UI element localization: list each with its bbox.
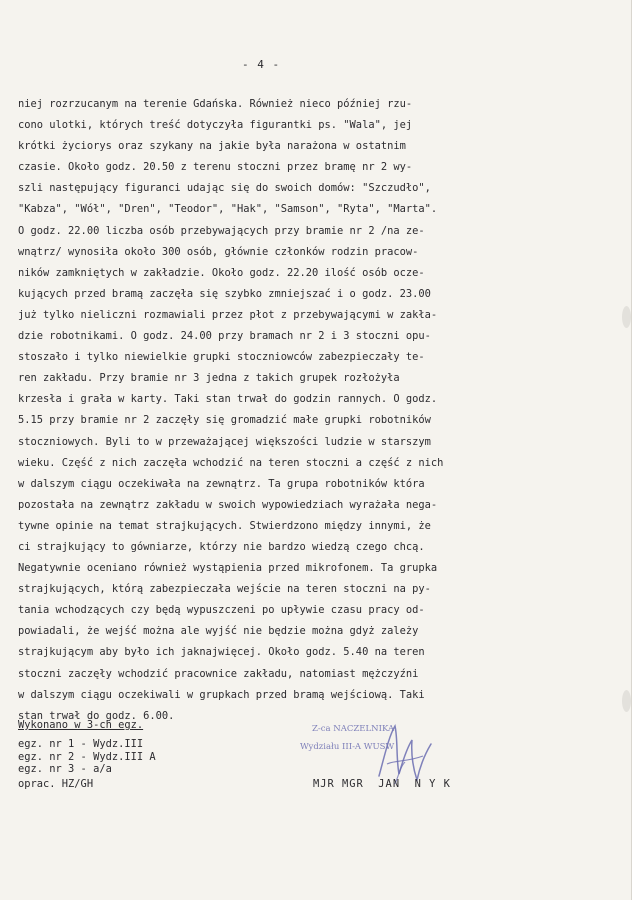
text-line: szli następujący figuranci udając się do swoich domów: "Szczudło",: [18, 182, 431, 195]
text-line: strajkujących, którą zabezpieczała wejście na teren stoczni na py-: [18, 583, 431, 596]
text-line: cono ulotki, których treść dotyczyła figurantki ps. "Wala", jej: [18, 119, 413, 132]
text-line: strajkującym aby było ich jaknajwięcej. Około godz. 5.40 na teren: [18, 646, 425, 659]
text-line: tywne opinie na temat strajkujących. Stwierdzono między innymi, że: [18, 519, 431, 532]
text-line: kujących przed bramą zaczęła się szybko zmniejszać i o godz. 23.00: [18, 287, 431, 300]
text-line: już tylko nieliczni rozmawiali przez płot z przebywającymi w zakła-: [18, 308, 438, 321]
stamp-department: Wydziału III-A WUSW: [300, 742, 395, 752]
text-line: ci strajkujący to gówniarze, którzy nie bardzo wiedzą czego chcą.: [18, 540, 425, 553]
text-line: stoczniowych. Byli to w przeważającej większości ludzie w starszym: [18, 435, 431, 448]
copy-entry: egz. nr 3 - a/a: [18, 763, 112, 775]
page-number: - 4 -: [242, 58, 281, 71]
text-line: pozostała na zewnątrz zakładu w swoich wypowiedziach wyrażała nega-: [18, 498, 438, 511]
report-body: [18, 94, 603, 727]
distribution-block: [18, 716, 156, 776]
text-line: O godz. 22.00 liczba osób przebywających przy bramie nr 2 /na ze-: [18, 224, 425, 237]
text-line: wnątrz/ wynosiła około 300 osób, głównie członków rodzin pracow-: [18, 245, 419, 258]
text-line: wieku. Część z nich zaczęła wchodzić na teren stoczni a część z nich: [18, 456, 444, 469]
distribution-heading: Wykonano w 3-ch egz.: [18, 719, 144, 731]
punch-hole: [622, 690, 631, 712]
text-line: ników zamkniętych w zakładzie. Około godz. 22.20 ilość osób ocze-: [18, 266, 425, 279]
text-line: krzesła i grała w karty. Taki stan trwał do godzin rannych. O godz.: [18, 393, 438, 406]
text-line: dzie robotnikami. O godz. 24.00 przy bramach nr 2 i 3 stoczni opu-: [18, 330, 431, 343]
copy-entry: egz. nr 1 - Wydz.III: [18, 738, 144, 750]
text-line: stan trwał do godz. 6.00.: [18, 709, 175, 722]
text-line: stoszało i tylko niewielkie grupki stoczniowców zabezpieczały te-: [18, 351, 425, 364]
stamp-title: Z-ca NACZELNIKA: [312, 724, 395, 734]
text-line: krótki życiorys oraz szykany na jakie była narażona w ostatnim: [18, 140, 406, 153]
signatory-name: MJR MGR JAN N Y K: [313, 778, 451, 790]
text-line: "Kabza", "Wół", "Dren", "Teodor", "Hak", "Samson", "Ryta", "Marta".: [18, 203, 438, 216]
text-line: Negatywnie oceniano również wystąpienia przed mikrofonem. Ta grupka: [18, 562, 438, 575]
text-line: 5.15 przy bramie nr 2 zaczęły się gromadzić małe grupki robotników: [18, 414, 431, 427]
text-line: czasie. Około godz. 20.50 z terenu stoczni przez bramę nr 2 wy-: [18, 161, 413, 174]
copy-entry: egz. nr 2 - Wydz.III A: [18, 750, 156, 763]
text-line: ren zakładu. Przy bramie nr 3 jedna z takich grupek rozłożyła: [18, 372, 400, 385]
punch-hole: [622, 306, 631, 328]
text-line: tania wchodzących czy będą wypuszczeni po upływie czasu pracy od-: [18, 604, 425, 617]
copy-list: [18, 738, 156, 776]
text-line: stoczni zaczęły wchodzić pracownice zakładu, natomiast mężczyźni: [18, 667, 419, 680]
text-line: niej rozrzucanym na terenie Gdańska. Również nieco później rzu-: [18, 98, 413, 110]
text-line: powiadali, że wejść można ale wyjść nie będzie można gdyż zależy: [18, 625, 419, 638]
text-line: w dalszym ciągu oczekiwali w grupkach przed bramą wejściową. Taki: [18, 688, 425, 701]
prepared-by: oprac. HZ/GH: [18, 778, 94, 790]
text-line: w dalszym ciągu oczekiwała na zewnątrz. Ta grupa robotników która: [18, 477, 425, 490]
